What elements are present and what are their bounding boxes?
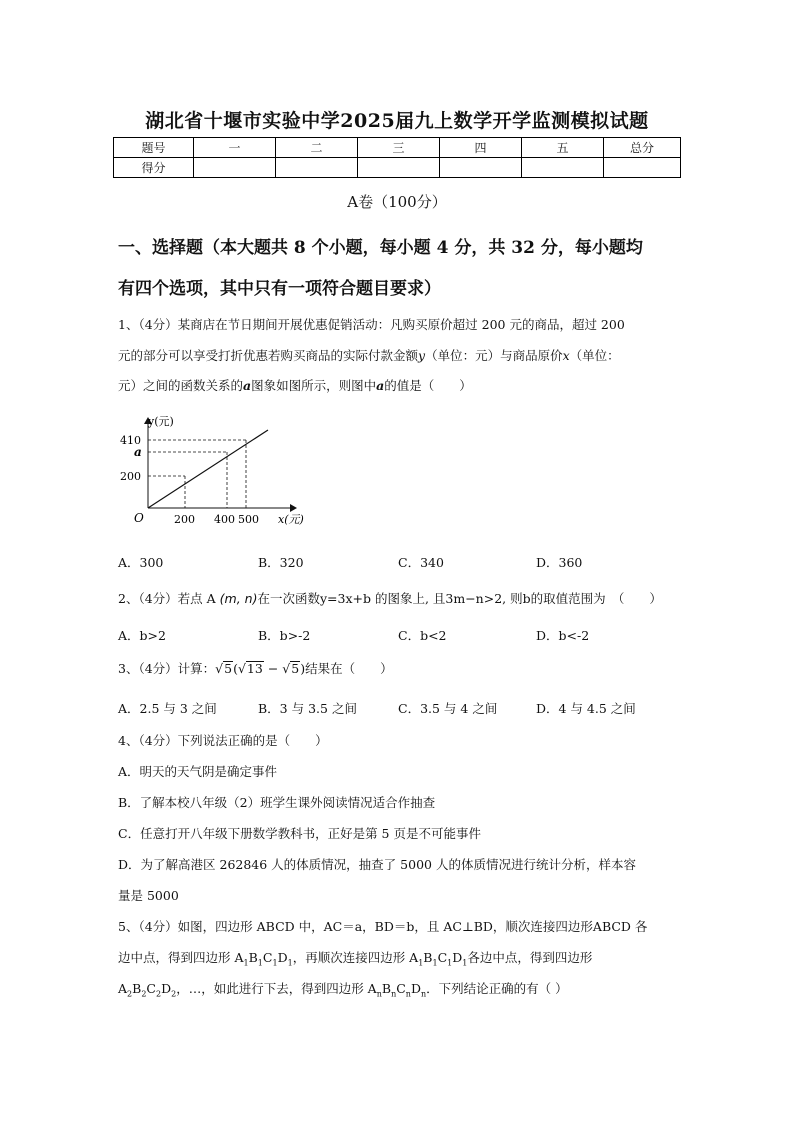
- score-table-header-row: [114, 138, 681, 158]
- subscript: 1: [243, 958, 249, 968]
- radicand: 13: [246, 661, 263, 676]
- q1-text: （单位：元）与商品原价: [425, 348, 563, 363]
- exam-title: 湖北省十堰市实验中学2025届九上数学开学监测模拟试题: [145, 110, 649, 132]
- vertex-letter: D: [452, 950, 463, 965]
- q1-text: 元）之间的函数关系的: [118, 378, 244, 393]
- radicand: 5: [291, 661, 300, 676]
- score-blank: [194, 158, 276, 178]
- score-cell-section2: 二: [276, 138, 358, 158]
- q3-text: 结果在（ ）: [305, 661, 393, 676]
- score-cell-section5: 五: [522, 138, 604, 158]
- q1-line2: [118, 346, 620, 364]
- q5-text: ．下列结论正确的有（ ）: [426, 981, 568, 996]
- q2-option-c: C．b<2: [398, 628, 447, 643]
- q5-text: 各边中点，得到四边形: [467, 950, 593, 965]
- score-table: [113, 137, 681, 178]
- q5-line3: [118, 979, 568, 999]
- subscript: n: [420, 989, 427, 999]
- vertex-letter: C: [437, 950, 448, 965]
- score-cell-label: 题号: [114, 138, 194, 158]
- var-x: x: [562, 348, 570, 363]
- subscript: 2: [171, 989, 177, 999]
- q4-option-d-line1: D．为了解高港区 262846 人的体质情况，抽查了 5000 人的体质情况进行统计分析，样本容: [118, 857, 636, 872]
- q1-options: [118, 553, 678, 571]
- q5-text: ，再顺次连接四边形 A: [292, 950, 419, 965]
- q5-text: A: [118, 981, 128, 996]
- origin-label: O: [134, 511, 144, 525]
- q1-option-a: A．300: [118, 555, 164, 570]
- score-cell-section3: 三: [358, 138, 440, 158]
- vertex-letter: B: [423, 950, 433, 965]
- x-axis-label: x(元): [278, 513, 304, 526]
- vertex-letter: C: [146, 981, 156, 996]
- y-axis-label: y(元): [148, 415, 174, 428]
- q1-line3: [118, 376, 472, 394]
- point-coordinates: (m, n): [219, 591, 258, 606]
- q5-text: 边中点，得到四边形 A: [118, 950, 244, 965]
- var-y: y: [418, 348, 426, 363]
- y-tick-200: 200: [120, 470, 141, 483]
- score-blank: [522, 158, 604, 178]
- q5-text: ，…，如此进行下去，得到四边形 A: [176, 981, 377, 996]
- subscript: n: [391, 989, 397, 999]
- subscript: 2: [127, 989, 133, 999]
- y-tick-410: 410: [120, 434, 141, 447]
- q4-option-c: C．任意打开八年级下册数学教科书，正好是第 5 页是不可能事件: [118, 826, 481, 841]
- x-tick-200: 200: [174, 513, 195, 526]
- q1-option-b: B．320: [258, 555, 304, 570]
- y-tick-a: a: [134, 445, 142, 459]
- vertex-letter: C: [396, 981, 406, 996]
- q4-option-a: A．明天的天气阴是确定事件: [118, 764, 278, 779]
- x-tick-500: 500: [238, 513, 259, 526]
- q4-line1: 4、（4分）下列说法正确的是（ ）: [118, 733, 328, 748]
- q3-option-c: C．3.5 与 4 之间: [398, 701, 498, 716]
- score-blank: [440, 158, 522, 178]
- var-a: a: [376, 378, 385, 393]
- q3-option-a: A．2.5 与 3 之间: [118, 701, 217, 716]
- section-heading-line1: 一、选择题（本大题共 8 个小题，每小题 4 分，共 32 分，每小题均: [118, 238, 643, 258]
- q2-line1: [118, 589, 662, 607]
- score-blank: [604, 158, 681, 178]
- score-table-score-row: [114, 158, 681, 178]
- q5-line1: 5、（4分）如图，四边形 ABCD 中，AC＝a，BD＝b，且 AC⊥BD，顺次连接四边形ABCD 各: [118, 919, 648, 934]
- q1-function-graph: [110, 408, 320, 536]
- vertex-letter: B: [132, 981, 142, 996]
- vertex-letter: D: [277, 950, 288, 965]
- q3-options: [118, 699, 678, 717]
- q2-option-b: B．b>-2: [258, 628, 311, 643]
- q4-option-b: B．了解本校八年级（2）班学生课外阅读情况适合作抽查: [118, 795, 436, 810]
- q2-option-d: D．b<-2: [536, 628, 590, 643]
- var-a: a: [243, 378, 252, 393]
- minus-sign: −: [267, 661, 279, 676]
- section-heading-line2: 有四个选项，其中只有一项符合题目要求）: [118, 279, 441, 299]
- q3-line1: [118, 659, 393, 677]
- subscript: n: [405, 989, 411, 999]
- radicand: 5: [224, 661, 233, 676]
- q1-text: 图象如图所示，则图中: [251, 378, 377, 393]
- subscript: 1: [462, 958, 468, 968]
- q4-option-d-line2: 量是 5000: [118, 888, 179, 903]
- subscript: 2: [155, 989, 162, 999]
- q1-text: 的值是（ ）: [384, 378, 472, 393]
- subscript: 1: [418, 958, 424, 968]
- q2-text: 在一次函数y=3x+b 的图象上, 且3m−n>2, 则b的取值范围为 （ ）: [257, 591, 662, 606]
- vertex-letter: D: [410, 981, 421, 996]
- math-expression: √5(√13 − √5): [215, 661, 306, 676]
- subscript: 2: [141, 989, 147, 999]
- subscript: 1: [287, 958, 293, 968]
- vertex-letter: C: [262, 950, 273, 965]
- vertex-letter: D: [161, 981, 172, 996]
- score-blank: [358, 158, 440, 178]
- subscript: 1: [272, 958, 278, 968]
- vertex-letter: B: [248, 950, 258, 965]
- q1-option-c: C．340: [398, 555, 444, 570]
- x-tick-400: 400: [214, 513, 235, 526]
- subscript: n: [376, 989, 382, 999]
- score-cell-section1: 一: [194, 138, 276, 158]
- q1-line1: 1、（4分）某商店在节日期间开展优惠促销活动：凡购买原价超过 200 元的商品，超过 200: [118, 317, 625, 332]
- q3-text: 3、（4分）计算：: [118, 661, 216, 676]
- score-row-label: 得分: [114, 158, 194, 178]
- q5-line2: [118, 948, 592, 968]
- q1-text: （单位：: [569, 348, 620, 363]
- vertex-letter: B: [381, 981, 392, 996]
- q1-text: 元的部分可以享受打折优惠若购买商品的实际付款金额: [118, 348, 419, 363]
- subscript: 1: [447, 958, 453, 968]
- score-cell-section4: 四: [440, 138, 522, 158]
- subscript: 1: [257, 958, 263, 968]
- q2-option-a: A．b>2: [118, 628, 166, 643]
- q1-option-d: D．360: [536, 555, 583, 570]
- volume-heading: A卷（100分）: [347, 193, 447, 211]
- q3-option-b: B．3 与 3.5 之间: [258, 701, 357, 716]
- subscript: 1: [432, 958, 438, 968]
- score-cell-total: 总分: [604, 138, 681, 158]
- score-blank: [276, 158, 358, 178]
- q3-option-d: D．4 与 4.5 之间: [536, 701, 636, 716]
- function-line: [148, 430, 268, 508]
- q2-text: 2、（4分）若点 A: [118, 591, 216, 606]
- q2-options: [118, 626, 678, 644]
